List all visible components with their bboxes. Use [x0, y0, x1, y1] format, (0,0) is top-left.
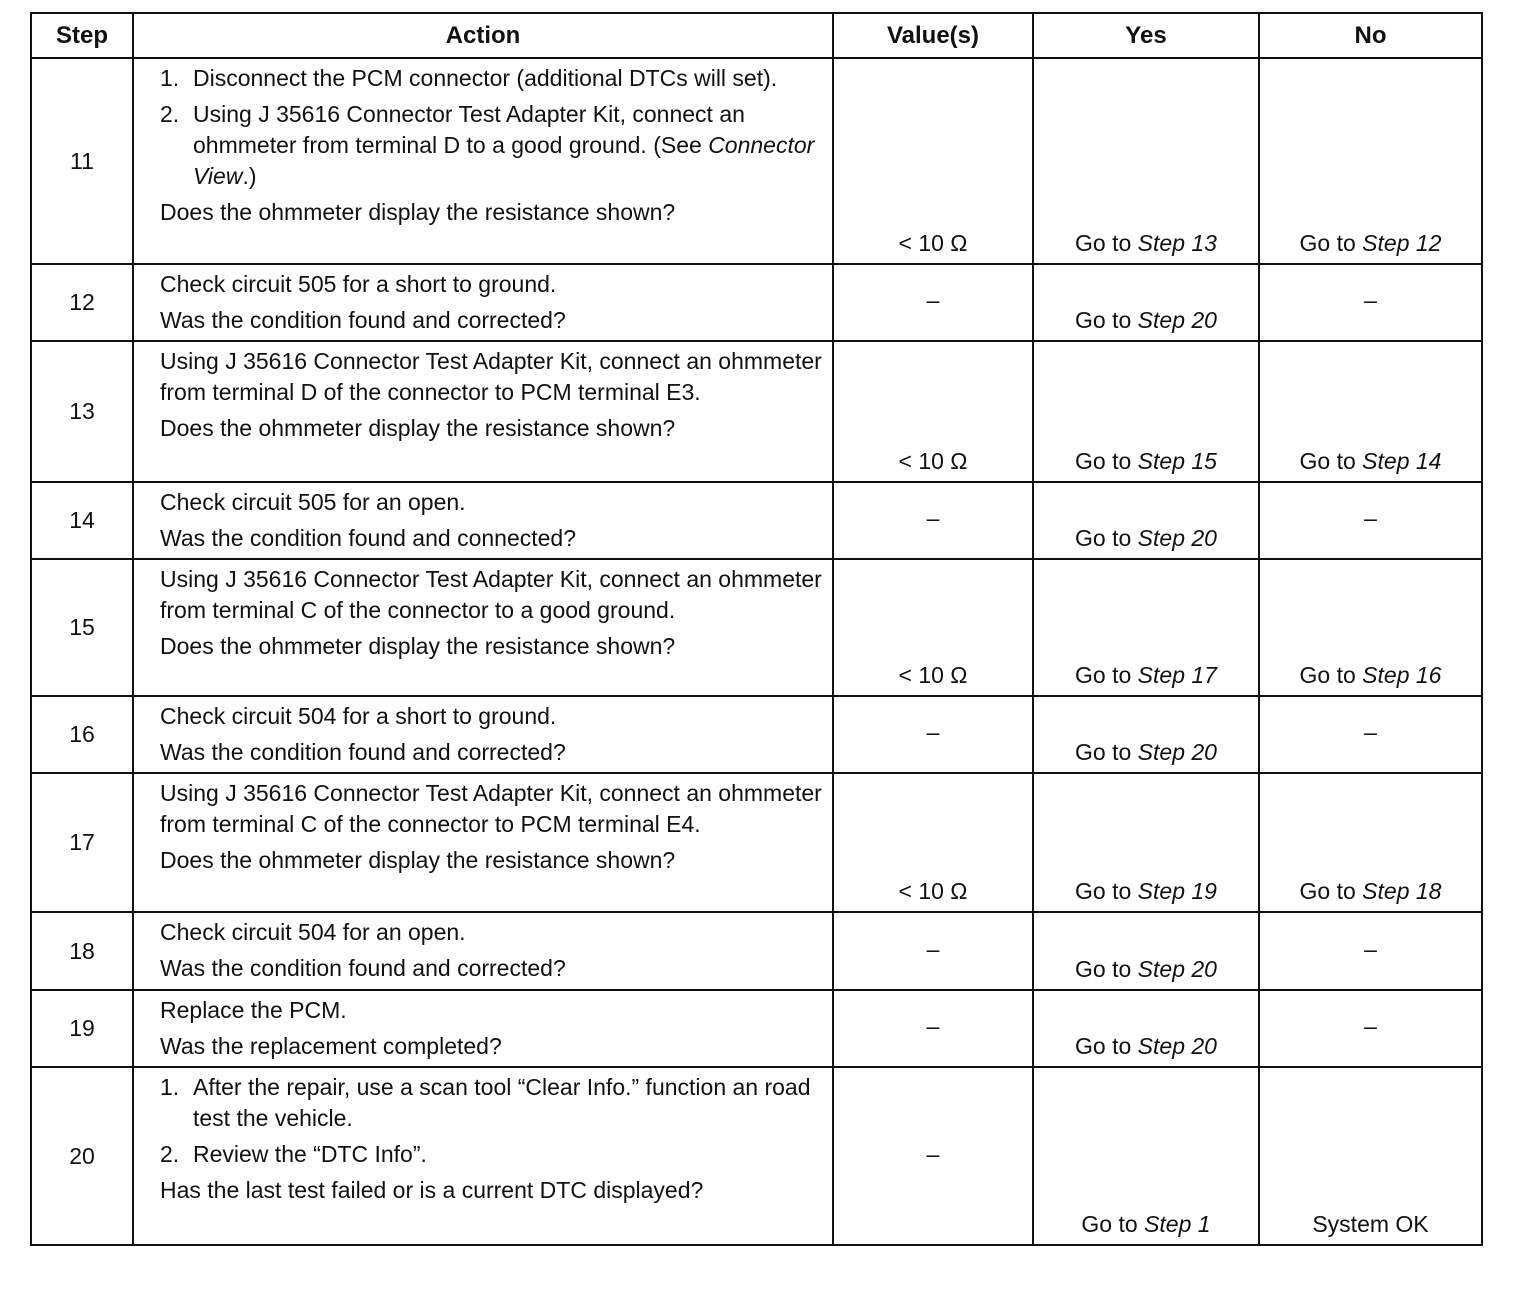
- yes-cell: Go to Step 1: [1033, 1067, 1259, 1245]
- no-cell: –: [1259, 990, 1482, 1067]
- no-step-ref: 18: [1415, 878, 1442, 904]
- value-cell: < 10 Ω: [833, 559, 1033, 696]
- yes-step-ref: 17: [1191, 662, 1217, 688]
- action-cell: [133, 264, 833, 341]
- action-cell: [133, 482, 833, 559]
- action-cell: [133, 1067, 833, 1245]
- value-cell: –: [833, 696, 1033, 773]
- header-values: Value(s): [833, 13, 1033, 58]
- step-number: 11: [31, 58, 133, 264]
- yes-cell: Go to Step 20: [1033, 912, 1259, 990]
- yes-step-ref: 20: [1191, 956, 1217, 982]
- no-cell: System OK: [1259, 1067, 1482, 1245]
- value-cell: –: [833, 990, 1033, 1067]
- yes-step-ref: 20: [1191, 1033, 1217, 1059]
- action-item-text: Using J 35616 Connector Test Adapter Kit, connect an ohmmeter from terminal D to a good ground. (See: [193, 101, 745, 158]
- table-row: [31, 990, 1482, 1067]
- action-text: Check circuit 505 for a short to ground.: [160, 271, 557, 297]
- table-row: [31, 773, 1482, 912]
- action-question: Was the condition found and corrected?: [160, 955, 566, 981]
- action-question: Was the condition found and corrected?: [160, 307, 566, 333]
- header-yes: Yes: [1033, 13, 1259, 58]
- table-row: [31, 58, 1482, 264]
- action-cell: [133, 696, 833, 773]
- table-row: [31, 482, 1482, 559]
- action-question: Does the ohmmeter display the resistance shown?: [160, 847, 676, 873]
- yes-step-ref: 20: [1191, 307, 1217, 333]
- action-item: 2. Review the “DTC Info”.: [160, 1139, 822, 1170]
- no-cell: –: [1259, 264, 1482, 341]
- action-text: Using J 35616 Connector Test Adapter Kit, connect an ohmmeter from terminal C of the connector to a good ground.: [160, 566, 822, 623]
- yes-step-ref: 20: [1191, 739, 1217, 765]
- step-number: 14: [31, 482, 133, 559]
- no-cell: Go to Step 16: [1259, 559, 1482, 696]
- action-cell: [133, 990, 833, 1067]
- yes-cell: Go to Step 20: [1033, 264, 1259, 341]
- yes-step-ref: 15: [1191, 448, 1217, 474]
- table-row: [31, 559, 1482, 696]
- connector-view-ref: Connector View: [193, 132, 815, 189]
- action-cell: [133, 559, 833, 696]
- action-item: 1. After the repair, use a scan tool “Clear Info.” function an road test the vehicle.: [160, 1072, 822, 1134]
- action-cell: [133, 773, 833, 912]
- no-cell: –: [1259, 696, 1482, 773]
- step-number: 18: [31, 912, 133, 990]
- action-question: Does the ohmmeter display the resistance shown?: [160, 415, 676, 441]
- action-item: 1. Disconnect the PCM connector (additional DTCs will set).: [160, 63, 822, 94]
- yes-step-ref: 19: [1191, 878, 1217, 904]
- action-text: Using J 35616 Connector Test Adapter Kit, connect an ohmmeter from terminal C of the connector to PCM terminal E4.: [160, 780, 822, 837]
- step-number: 20: [31, 1067, 133, 1245]
- no-step-ref: 12: [1415, 230, 1442, 256]
- action-cell: [133, 341, 833, 482]
- action-question: Was the replacement completed?: [160, 1033, 502, 1059]
- step-number: 19: [31, 990, 133, 1067]
- no-step-ref: 14: [1415, 448, 1442, 474]
- no-cell: –: [1259, 912, 1482, 990]
- action-text: Using J 35616 Connector Test Adapter Kit, connect an ohmmeter from terminal D of the connector to PCM terminal E3.: [160, 348, 822, 405]
- value-cell: –: [833, 482, 1033, 559]
- action-item: 2. Using J 35616 Connector Test Adapter Kit, connect an ohmmeter from terminal D to a good ground. (See Connector View.): [160, 101, 815, 189]
- step-number: 17: [31, 773, 133, 912]
- action-item-text: Disconnect the PCM connector (additional DTCs will set).: [193, 65, 778, 91]
- yes-cell: Go to Step 20: [1033, 990, 1259, 1067]
- action-text: Check circuit 504 for a short to ground.: [160, 703, 557, 729]
- step-number: 13: [31, 341, 133, 482]
- yes-step-ref: 13: [1191, 230, 1217, 256]
- action-question: Does the ohmmeter display the resistance shown?: [160, 199, 676, 225]
- action-cell: [133, 912, 833, 990]
- table-row: [31, 1067, 1482, 1245]
- yes-cell: Go to Step 13: [1033, 58, 1259, 264]
- action-question: Was the condition found and corrected?: [160, 739, 566, 765]
- value-cell: < 10 Ω: [833, 58, 1033, 264]
- yes-step-ref: 1: [1197, 1211, 1211, 1237]
- step-number: 16: [31, 696, 133, 773]
- header-step: Step: [31, 13, 133, 58]
- action-text: Replace the PCM.: [160, 997, 347, 1023]
- yes-cell: Go to Step 20: [1033, 482, 1259, 559]
- no-cell: –: [1259, 482, 1482, 559]
- diagnostic-table: [30, 12, 1483, 1246]
- value-cell: < 10 Ω: [833, 773, 1033, 912]
- table-row: [31, 696, 1482, 773]
- action-item-text: After the repair, use a scan tool “Clear Info.” function an road test the vehicle.: [193, 1074, 811, 1131]
- yes-cell: Go to Step 17: [1033, 559, 1259, 696]
- no-cell: Go to Step 12: [1259, 58, 1482, 264]
- step-number: 12: [31, 264, 133, 341]
- header-row: [31, 13, 1482, 58]
- step-number: 15: [31, 559, 133, 696]
- value-cell: –: [833, 264, 1033, 341]
- value-cell: –: [833, 1067, 1033, 1245]
- yes-step-ref: 20: [1191, 525, 1217, 551]
- action-question: Has the last test failed or is a current DTC displayed?: [160, 1177, 704, 1203]
- value-cell: < 10 Ω: [833, 341, 1033, 482]
- action-question: Was the condition found and connected?: [160, 525, 576, 551]
- table-row: [31, 912, 1482, 990]
- header-no: No: [1259, 13, 1482, 58]
- value-cell: –: [833, 912, 1033, 990]
- no-step-ref: 16: [1415, 662, 1442, 688]
- action-text: Check circuit 505 for an open.: [160, 489, 466, 515]
- yes-cell: Go to Step 20: [1033, 696, 1259, 773]
- yes-cell: Go to Step 19: [1033, 773, 1259, 912]
- no-cell: Go to Step 18: [1259, 773, 1482, 912]
- action-item-text: Review the “DTC Info”.: [193, 1141, 427, 1167]
- no-cell: Go to Step 14: [1259, 341, 1482, 482]
- yes-cell: Go to Step 15: [1033, 341, 1259, 482]
- action-cell: [133, 58, 833, 264]
- action-question: Does the ohmmeter display the resistance shown?: [160, 633, 676, 659]
- action-text: Check circuit 504 for an open.: [160, 919, 466, 945]
- table-row: [31, 264, 1482, 341]
- header-action: Action: [133, 13, 833, 58]
- table-row: [31, 341, 1482, 482]
